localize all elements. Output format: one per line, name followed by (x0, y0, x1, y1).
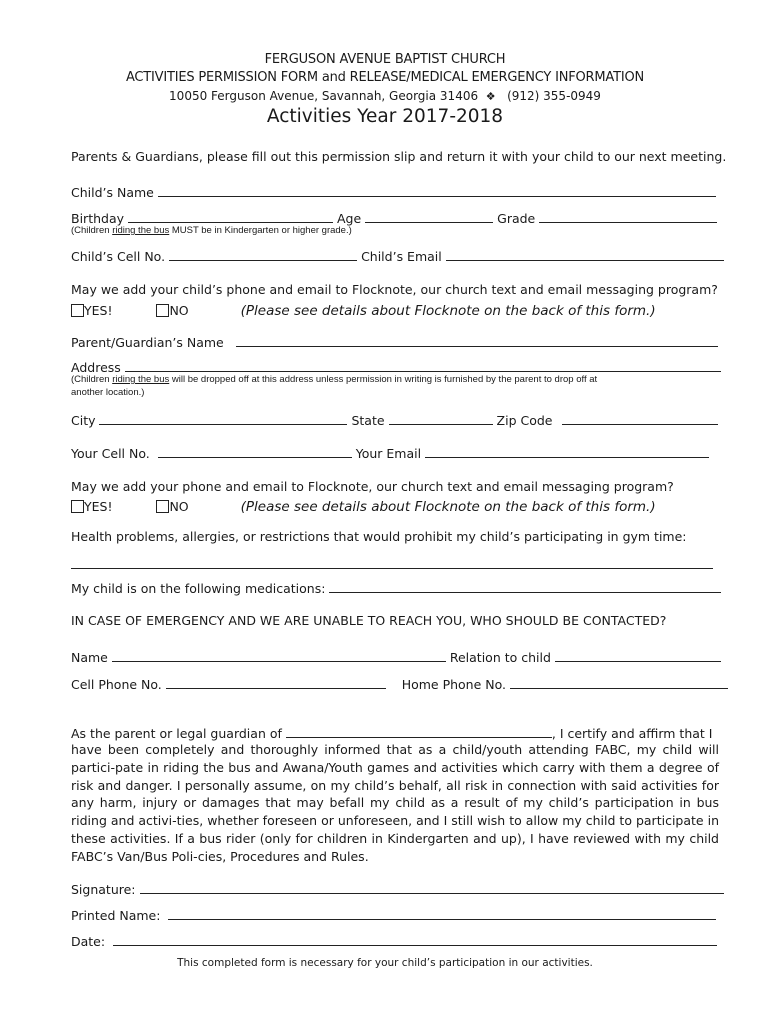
diamond-separator-icon: ❖ (485, 90, 496, 103)
signature-row (71, 880, 724, 897)
signature-label: Signature: (71, 882, 136, 897)
emergency-cell-field[interactable] (166, 675, 386, 689)
age-field[interactable] (365, 209, 493, 223)
child-cell-field[interactable] (169, 247, 357, 261)
emergency-name-row (71, 648, 721, 665)
parent-cell-label: Your Cell No. (71, 446, 150, 461)
emergency-cell-label: Cell Phone No. (71, 677, 162, 692)
grade-label: Grade (497, 211, 536, 226)
medications-label: My child is on the following medications: (71, 581, 326, 596)
relation-field[interactable] (555, 648, 721, 662)
health-question: Health problems, allergies, or restrictions that would prohibit my child’s participating in gym time: (71, 529, 687, 544)
parent-email-label: Your Email (355, 446, 422, 461)
release-paragraph: have been completely and thoroughly informed that as a child/youth attending FABC, my child will partici-pate in riding the bus and Awana/Youth games and activities which carry with them a degree of risk and danger. I personally assume, on my child’s behalf, all risk in connection with said activities for any harm, injury or damages that may befall my child as a result of my child’s participation in bus riding and activi-ties, whether foreseen or unforeseen, and I still wish to allow my child to participate in these activities. If a bus rider (only for children in Kindergarten and up), I have reviewed with my child FABC’s Van/Bus Poli-cies, Procedures and Rules. (71, 742, 719, 864)
medications-row (71, 579, 721, 596)
birthday-label: Birthday (71, 211, 125, 226)
flocknote-parent-question: May we add your phone and email to Flocknote, our church text and email messaging program? (71, 479, 674, 494)
city-field[interactable] (99, 411, 347, 425)
address-label: Address (71, 360, 121, 375)
child-name-label: Child’s Name (71, 185, 154, 200)
flocknote-child-no-label: NO (169, 303, 189, 318)
release-child-name-field[interactable] (286, 724, 552, 738)
emergency-phones-row (71, 675, 728, 692)
address-field[interactable] (125, 358, 721, 372)
address-row (71, 358, 721, 375)
date-field[interactable] (113, 932, 717, 946)
state-label: State (351, 413, 385, 428)
printed-name-field[interactable] (168, 906, 716, 920)
church-phone: (912) 355-0949 (507, 89, 601, 103)
flocknote-parent-yes-label: YES! (84, 499, 113, 514)
bus-note-suffix: MUST be in Kindergarten or higher grade.) (169, 225, 352, 236)
flocknote-child-yes-label: YES! (84, 303, 113, 318)
parent-name-row (71, 333, 718, 350)
flocknote-child-options (71, 303, 656, 319)
emergency-heading: IN CASE OF EMERGENCY AND WE ARE UNABLE TO REACH YOU, WHO SHOULD BE CONTACTED? (71, 613, 667, 628)
bus-note-prefix: (Children (71, 225, 113, 236)
date-row (71, 932, 717, 949)
age-label: Age (336, 211, 362, 226)
address-note-suffix: will be dropped off at this address unless permission in writing is furnished by the parent to drop off at (169, 374, 598, 385)
birthday-field[interactable] (128, 209, 333, 223)
child-name-field[interactable] (158, 183, 716, 197)
child-name-row (71, 183, 716, 200)
date-label: Date: (71, 934, 106, 949)
grade-field[interactable] (539, 209, 717, 223)
child-cell-label: Child’s Cell No. (71, 249, 166, 264)
zip-label: Zip Code (496, 413, 553, 428)
address-note-line2: another location.) (71, 387, 145, 398)
release-line1-prefix: As the parent or legal guardian of (71, 726, 282, 741)
parent-name-field[interactable] (236, 333, 718, 347)
flocknote-child-yes-checkbox[interactable] (71, 304, 84, 317)
activities-year-title: Activities Year 2017-2018 (266, 106, 504, 127)
state-field[interactable] (389, 411, 493, 425)
child-email-field[interactable] (446, 247, 724, 261)
relation-label: Relation to child (449, 650, 551, 665)
emergency-home-field[interactable] (510, 675, 728, 689)
emergency-name-field[interactable] (112, 648, 446, 662)
release-first-line (71, 724, 712, 741)
health-answer-field[interactable] (71, 555, 713, 569)
flocknote-parent-no-label: NO (169, 499, 189, 514)
parent-email-field[interactable] (425, 444, 709, 458)
address-note (71, 374, 597, 385)
flocknote-parent-no-checkbox[interactable] (156, 500, 169, 513)
flocknote-parent-note: (Please see details about Flocknote on the back of this form.) (240, 499, 656, 515)
footer-note: This completed form is necessary for your child’s participation in our activities. (177, 957, 593, 969)
flocknote-parent-options (71, 499, 656, 515)
intro-text: Parents & Guardians, please fill out this permission slip and return it with your child to our next meeting. (71, 149, 727, 164)
flocknote-child-no-checkbox[interactable] (156, 304, 169, 317)
church-name: FERGUSON AVENUE BAPTIST CHURCH (264, 52, 506, 67)
flocknote-parent-yes-checkbox[interactable] (71, 500, 84, 513)
birthday-row (71, 209, 717, 226)
city-state-zip-row (71, 411, 718, 428)
address-note-prefix: (Children (71, 374, 113, 385)
church-address: 10050 Ferguson Avenue, Savannah, Georgia 31406 (169, 89, 479, 103)
flocknote-child-note: (Please see details about Flocknote on the back of this form.) (240, 303, 656, 319)
bus-grade-note (71, 225, 352, 236)
signature-field[interactable] (140, 880, 724, 894)
parent-contact-row (71, 444, 709, 461)
release-line1-suffix: , I certify and affirm that I (551, 726, 713, 741)
medications-field[interactable] (329, 579, 721, 593)
child-contact-row (71, 247, 724, 264)
health-answer-row (71, 555, 713, 572)
city-label: City (71, 413, 96, 428)
printed-name-row (71, 906, 716, 923)
emergency-name-label: Name (71, 650, 108, 665)
bus-note-underlined: riding the bus (112, 225, 170, 236)
printed-name-label: Printed Name: (71, 908, 161, 923)
zip-field[interactable] (562, 411, 718, 425)
flocknote-child-question: May we add your child’s phone and email to Flocknote, our church text and email messaging program? (71, 282, 718, 297)
emergency-home-label: Home Phone No. (401, 677, 507, 692)
address-note-underlined: riding the bus (112, 374, 170, 385)
form-title: ACTIVITIES PERMISSION FORM and RELEASE/MEDICAL EMERGENCY INFORMATION (125, 70, 645, 85)
child-email-label: Child’s Email (361, 249, 442, 264)
parent-cell-field[interactable] (158, 444, 352, 458)
church-contact (0, 89, 770, 103)
parent-name-label: Parent/Guardian’s Name (71, 335, 224, 350)
